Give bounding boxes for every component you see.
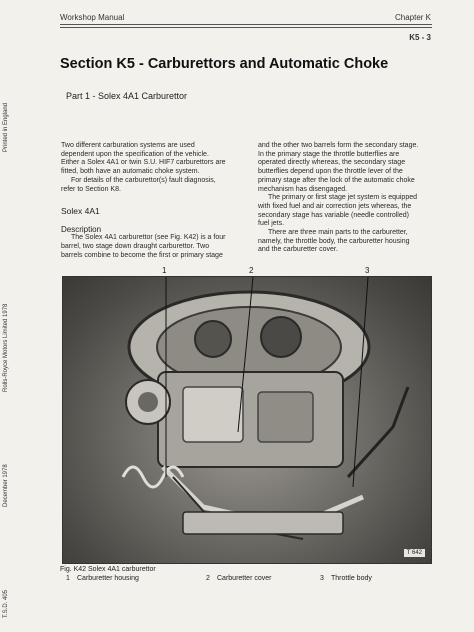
header-rule-second — [60, 27, 432, 28]
rp3-line: There are three main parts to the carburetter, — [268, 229, 408, 237]
side-date: December 1978 — [3, 464, 9, 507]
fault-paragraph — [61, 177, 241, 194]
legend-item-2-num: 2 — [206, 575, 210, 582]
intro-line: dependent upon the specification of the vehicle. — [61, 150, 209, 158]
rp1-line: butterflies depend upon the throttle lever of the — [258, 168, 403, 176]
rp2-line: fuel jets. — [258, 220, 285, 228]
header-left: Workshop Manual — [60, 13, 125, 22]
desc-line: The Solex 4A1 carburettor (see Fig. K42) is a four — [71, 234, 226, 242]
jet-paragraph — [258, 194, 448, 229]
legend-item-3-label: Throttle body — [331, 575, 372, 582]
figure-caption: Fig. K42 Solex 4A1 carburettor — [60, 566, 156, 573]
callout-2: 2 — [249, 266, 254, 275]
subheading-solex: Solex 4A1 — [61, 206, 100, 217]
left-column — [61, 142, 241, 260]
rp1-line: In the primary stage the throttle butterflies are — [258, 150, 400, 158]
desc-line: barrel, two stage down draught carburettor. Two — [61, 242, 210, 250]
rp2-line: with fixed fuel and air correction jets whereas, the — [258, 202, 412, 210]
rp1-line: operated directly whereas, the secondary stage — [258, 159, 406, 167]
rp3-line: namely, the throttle body, the carburetter housing — [258, 237, 410, 245]
callout-1: 1 — [162, 266, 167, 275]
rp1-line: primary stage after the lock of the automatic choke — [258, 176, 415, 184]
figure-reference: T 642 — [404, 549, 425, 557]
intro-paragraph — [61, 142, 241, 177]
fault-line: For details of the carburettor(s) fault diagnosis, — [71, 176, 216, 184]
side-printed: Printed in England — [3, 102, 9, 152]
carburettor-illustration — [63, 277, 431, 563]
section-title: Section K5 - Carburettors and Automatic Choke — [60, 56, 389, 72]
header-right: Chapter K — [394, 13, 431, 22]
stage-paragraph — [258, 142, 448, 194]
callout-3: 3 — [365, 266, 370, 275]
page-number: K5 - 3 — [409, 33, 431, 42]
side-tsd: T.S.D. 405 — [3, 589, 9, 618]
legend-item-2-label: Carburetter cover — [217, 575, 272, 582]
legend-item-1-label: Carburetter housing — [77, 575, 139, 582]
rp3-line: and the carburetter cover. — [258, 246, 338, 254]
description-paragraph — [61, 234, 241, 260]
rp2-line: secondary stage has variable (needle controlled) — [258, 211, 409, 219]
right-column — [258, 142, 448, 255]
rp1-line: mechanism has disengaged. — [258, 185, 348, 193]
side-copyright: Rolls-Royce Motors Limited 1978 — [3, 303, 9, 392]
fault-line: refer to Section K8. — [61, 185, 121, 193]
parts-paragraph — [258, 229, 448, 255]
intro-line: Either a Solex 4A1 or twin S.U. HIF7 carburettors are — [61, 159, 226, 167]
intro-line: fitted, both have an automatic choke system. — [61, 168, 200, 176]
legend-item-1-num: 1 — [66, 575, 70, 582]
legend-item-3-num: 3 — [320, 575, 324, 582]
description-heading: Description — [61, 225, 102, 235]
carburettor-photo — [62, 276, 432, 564]
header-rule-top — [60, 24, 432, 25]
rp1-line: and the other two barrels form the secondary stage. — [258, 142, 419, 149]
rp2-line: The primary or first stage jet system is equipped — [268, 194, 418, 202]
intro-line: Two different carburation systems are used — [61, 142, 195, 149]
part-title: Part 1 - Solex 4A1 Carburettor — [66, 91, 188, 101]
desc-line: barrels combine to become the first or primary stage — [61, 251, 223, 259]
